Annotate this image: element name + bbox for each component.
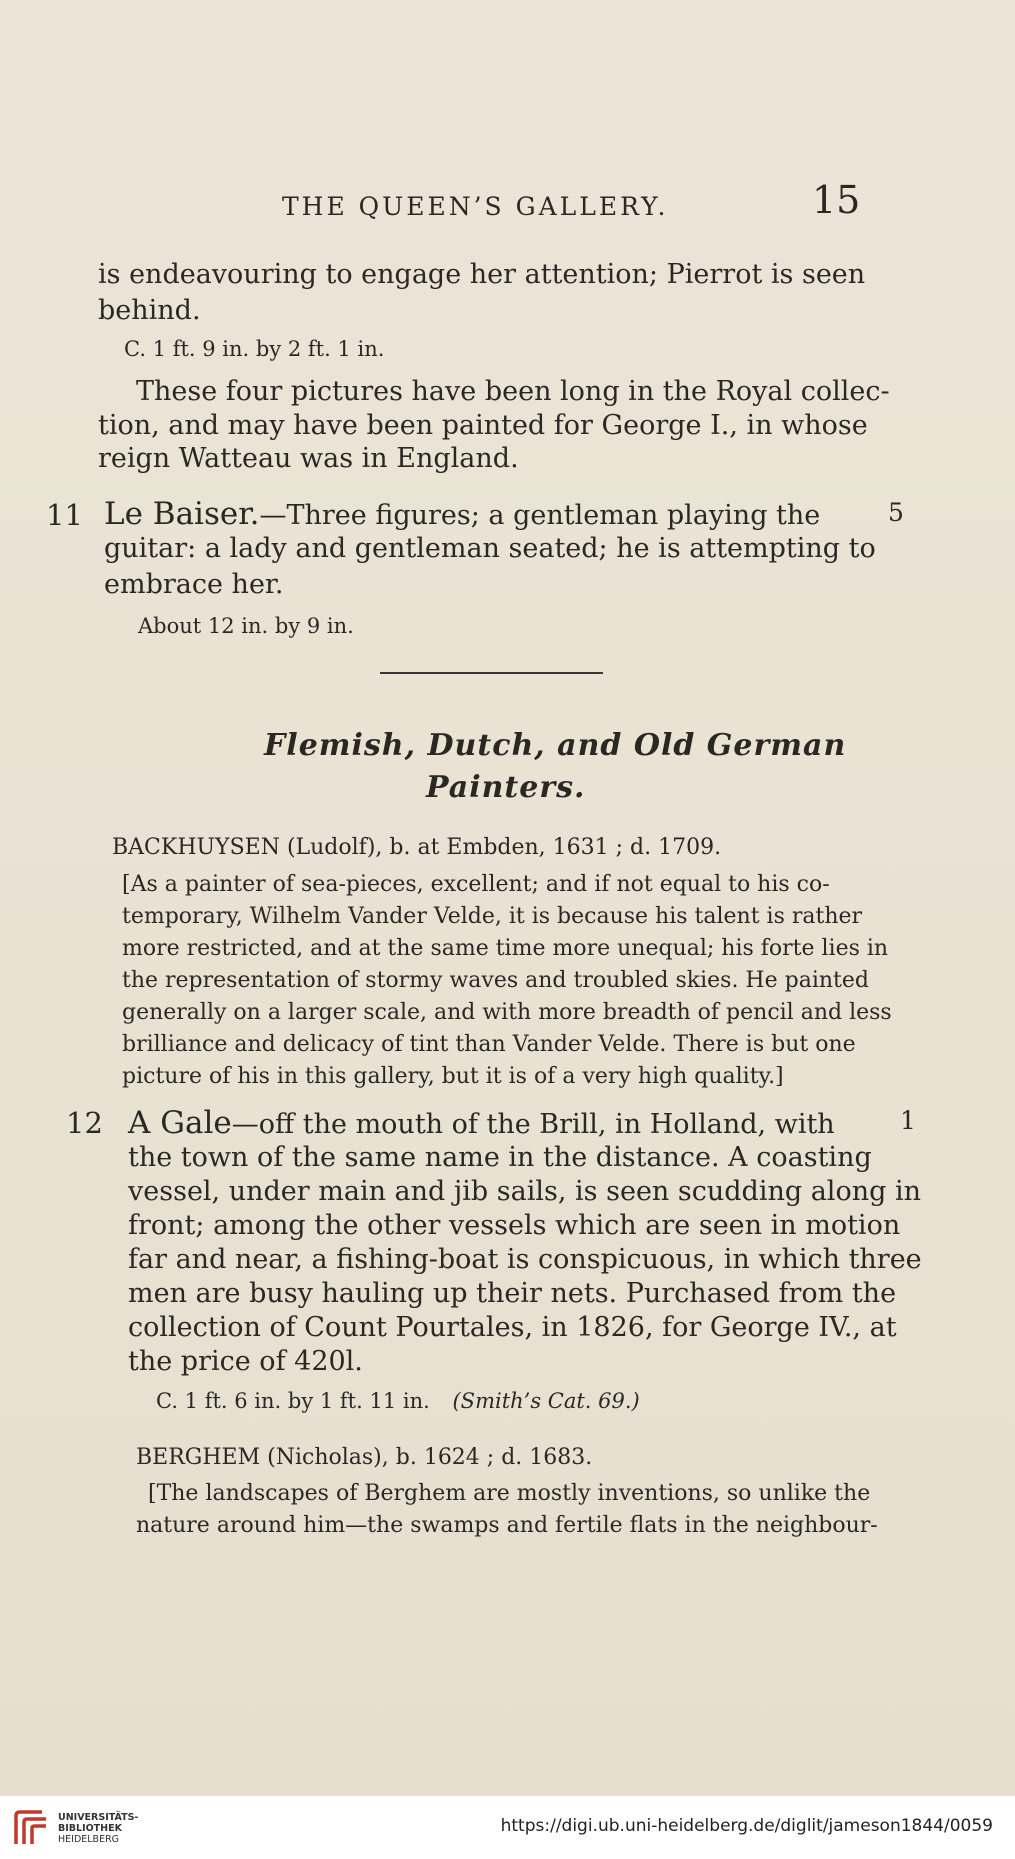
permalink[interactable]: https://digi.ub.uni-heidelberg.de/diglit/jameson1844/0059 — [500, 1816, 993, 1836]
note-line: generally on a larger scale, and with more breadth of pencil and less — [122, 1000, 892, 1025]
artist-heading: BERGHEM (Nicholas), b. 1624 ; d. 1683. — [136, 1445, 593, 1470]
dimensions-text: C. 1 ft. 6 in. by 1 ft. 11 in. — [156, 1389, 430, 1413]
note-line: brilliance and delicacy of tint than Vander Velde. There is but one — [122, 1032, 856, 1057]
note-line: [The landscapes of Berghem are mostly inventions, so unlike the — [148, 1481, 871, 1506]
text-line: the price of 420l. — [128, 1346, 363, 1377]
text-line: collection of Count Pourtales, in 1826, for George IV., at — [128, 1312, 897, 1343]
section-heading: Painters. — [426, 770, 586, 805]
entry-text: —Three figures; a gentleman playing the — [259, 500, 821, 531]
text-line: far and near, a fishing-boat is conspicuous, in which three — [128, 1244, 922, 1275]
note-line: temporary, Wilhelm Vander Velde, it is because his talent is rather — [122, 904, 863, 929]
entry-title: A Gale — [128, 1105, 232, 1141]
entry-text: —off the mouth of the Brill, in Holland, with — [231, 1109, 835, 1140]
artist-heading: BACKHUYSEN (Ludolf), b. at Embden, 1631 ; d. 1709. — [112, 835, 722, 860]
text-line: behind. — [98, 295, 201, 326]
note-line: more restricted, and at the same time more unequal; his forte lies in — [122, 936, 889, 961]
dimensions: About 12 in. by 9 in. — [138, 614, 354, 638]
catalogue-reference: (Smith’s Cat. 69.) — [452, 1389, 640, 1413]
text-line: front; among the other vessels which are seen in motion — [128, 1210, 901, 1241]
text-line: guitar: a lady and gentleman seated; he is attempting to — [104, 533, 876, 564]
text-line: tion, and may have been painted for George I., in whose — [98, 410, 868, 441]
dimensions: C. 1 ft. 9 in. by 2 ft. 1 in. — [124, 337, 385, 361]
note-line: the representation of stormy waves and troubled skies. He painted — [122, 968, 869, 993]
entry-title: Le Baiser. — [104, 496, 260, 532]
section-divider — [380, 672, 603, 674]
library-logo-icon — [12, 1808, 50, 1848]
entry-line — [128, 1105, 835, 1141]
text-line: reign Watteau was in England. — [98, 443, 519, 474]
text-line: vessel, under main and jib sails, is seen scudding along in — [128, 1176, 921, 1207]
margin-number: 5 — [888, 498, 904, 527]
text-line: the town of the same name in the distance. A coasting — [128, 1142, 872, 1173]
catalogue-number: 11 — [46, 498, 83, 532]
section-heading: Flemish, Dutch, and Old German — [264, 728, 847, 763]
note-line: [As a painter of sea-pieces, excellent; and if not equal to his co- — [122, 872, 830, 897]
viewer-footer — [0, 1795, 1015, 1859]
dimensions — [156, 1386, 640, 1417]
running-title: THE QUEEN’S GALLERY. — [282, 192, 669, 221]
text-line: is endeavouring to engage her attention; Pierrot is seen — [98, 259, 866, 290]
library-name: UNIVERSITÄTS- BIBLIOTHEK HEIDELBERG — [58, 1812, 139, 1845]
margin-number: 1 — [900, 1106, 916, 1135]
entry-line — [104, 496, 821, 532]
text-line: embrace her. — [104, 569, 284, 600]
page-number: 15 — [812, 178, 861, 222]
catalogue-number: 12 — [66, 1106, 103, 1140]
text-line: These four pictures have been long in the Royal collec- — [136, 376, 890, 407]
text-line: men are busy hauling up their nets. Purchased from the — [128, 1278, 897, 1309]
note-line: nature around him—the swamps and fertile flats in the neighbour- — [136, 1513, 878, 1538]
note-line: picture of his in this gallery, but it is of a very high quality.] — [122, 1064, 784, 1089]
